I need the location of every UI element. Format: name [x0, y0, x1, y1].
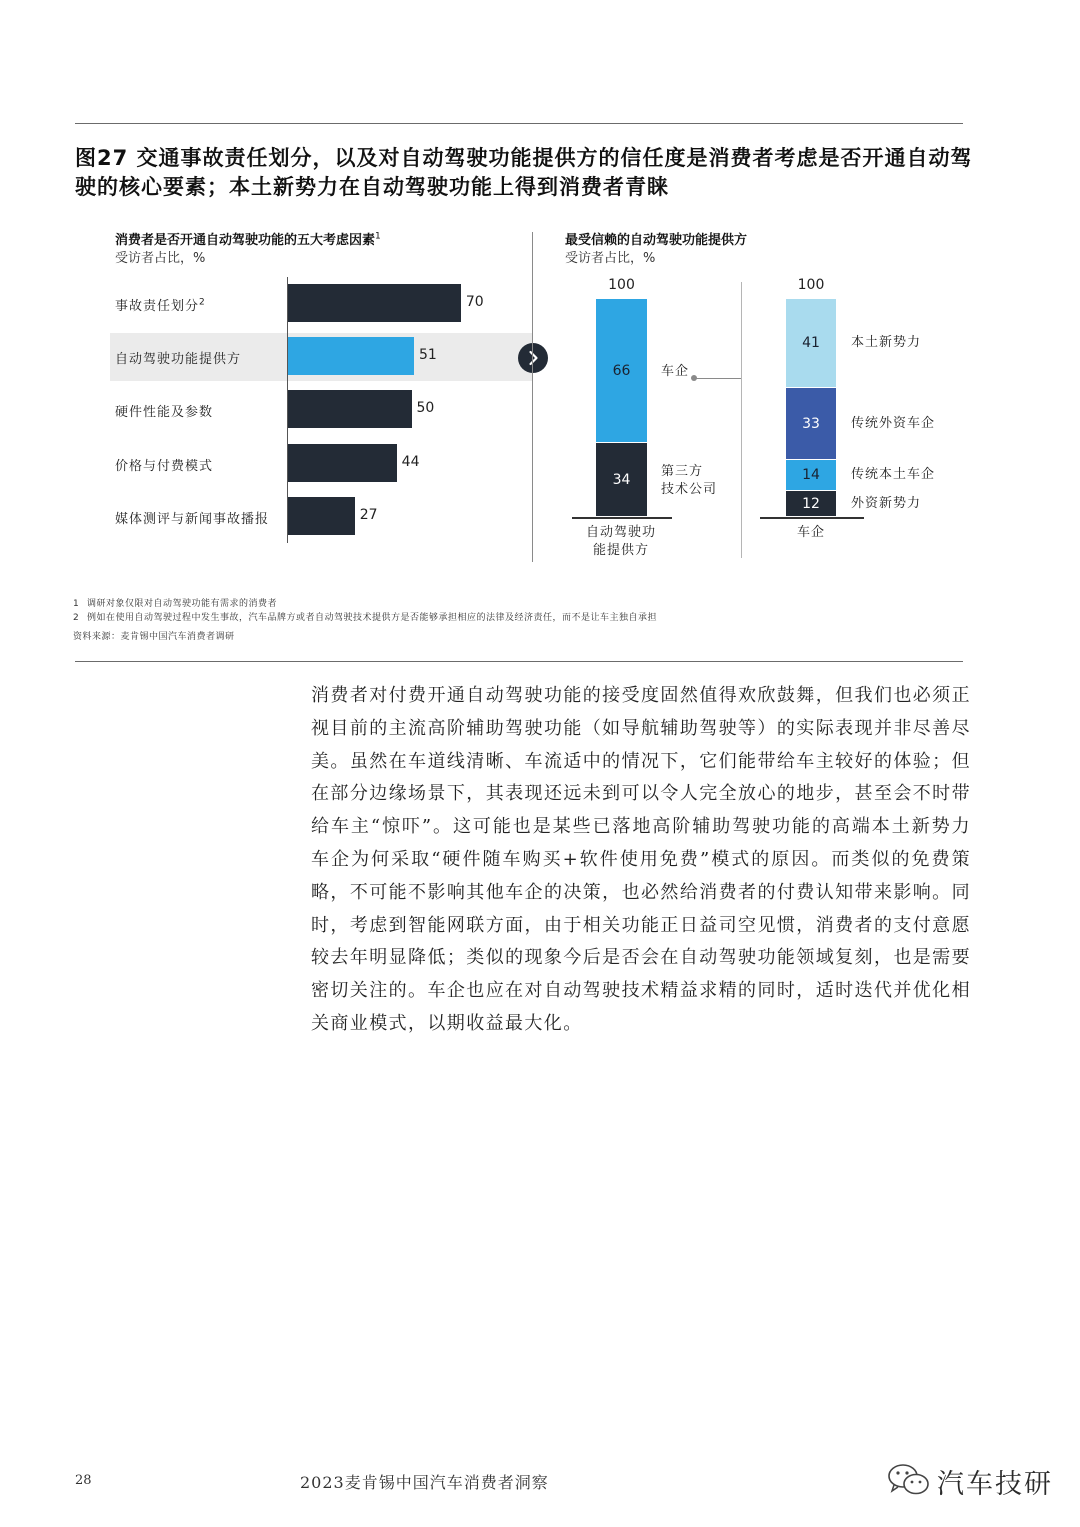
source-note: 资料来源：麦肯锡中国汽车消费者调研 [73, 632, 235, 642]
segment-label: 外资新势力 [851, 495, 922, 511]
label-third-party [661, 463, 717, 499]
footnote-2-num: 2 [73, 613, 80, 623]
footnote-1-num: 1 [73, 599, 80, 609]
right-chart-title: 最受信赖的自动驾驶功能提供方 [565, 233, 748, 248]
bar-value: 27 [359, 506, 378, 523]
segment-label: 本土新势力 [851, 335, 922, 351]
stack-divider [741, 282, 742, 558]
footnote-2-text: 例如在使用自动驾驶过程中发生事故，汽车品牌方或者自动驾驶技术提供方是否能够承担相应的法律及经济责任，而不是让车主独自承担 [87, 613, 658, 623]
stack-segment: 66 [596, 299, 647, 443]
bar [288, 284, 461, 322]
bar1-axis-label [586, 524, 656, 560]
left-chart-title [115, 229, 381, 248]
category-label: 价格与付费模式 [115, 458, 214, 474]
figure-title: 图27 交通事故责任划分，以及对自动驾驶功能提供方的信任度是消费者考虑是否开通自动驾驶的核心要素；本土新势力在自动驾驶功能上得到消费者青睐 [75, 146, 973, 199]
bar-value: 44 [401, 453, 420, 470]
bar [288, 497, 355, 535]
figure-bottom-rule [75, 661, 963, 662]
left-chart-title-text: 消费者是否开通自动驾驶功能的五大考虑因素 [115, 233, 376, 248]
body-paragraph: 消费者对付费开通自动驾驶功能的接受度固然值得欢欣鼓舞，但我们也必须正视目前的主流高阶辅助驾驶功能（如导航辅助驾驶等）的实际表现并非尽善尽美。虽然在车道线清晰、车流适中的情况下，它们能带给车主较好的体验；但在部分边缘场景下，其表现还远未到可以令人完全放心的地步，甚至会不时带给车主“惊吓”。这可能也是某些已落地高阶辅助驾驶功能的高端本土新势力车企为何采取“硬件随车购买+软件使用免费”模式的原因。而类似的免费策略，不可能不影响其他车企的决策，也必然给消费者的付费认知带来影响。同时，考虑到智能网联方面，由于相关功能正日益司空见惯，消费者的支付意愿较去年明显降低；类似的现象今后是否会在自动驾驶功能领域复刻，也是需要密切关注的。车企也应在对自动驾驶技术精益求精的同时，适时迭代并优化相关商业模式，以期收益最大化。 [311, 685, 971, 1034]
label-third-party-line2: 技术公司 [661, 482, 718, 497]
segment-label: 传统本土车企 [851, 467, 936, 483]
category-label: 事故责任划分$^2$ [115, 297, 206, 314]
bar [288, 337, 414, 375]
bar2-axis-label: 车企 [797, 525, 826, 540]
bar-value: 51 [418, 347, 437, 364]
chart-divider [532, 232, 533, 562]
stack-segment: 41 [786, 299, 836, 389]
stack-total: 100 [608, 276, 635, 293]
chevron-right-icon[interactable] [518, 343, 548, 373]
category-label: 媒体测评与新闻事故播报 [115, 511, 270, 527]
bar [288, 444, 397, 482]
footnote-1 [73, 596, 277, 609]
label-car-oem: 车企 [661, 364, 690, 379]
category-label: 自动驾驶功能提供方 [115, 352, 242, 368]
watermark-text: 汽车技研 [937, 1469, 1053, 1500]
category-superscript: 2 [199, 297, 206, 308]
left-chart-title-sup: 1 [375, 231, 381, 242]
connector-dot [691, 375, 697, 381]
right-chart-subtitle: 受访者占比，% [565, 251, 656, 266]
baseline-1 [572, 517, 672, 519]
stack-segment: 12 [786, 491, 836, 517]
bar1-axis-label-line2: 能提供方 [593, 543, 650, 558]
top-rule [75, 123, 963, 124]
stack-segment: 33 [786, 388, 836, 460]
footnote-2 [73, 610, 657, 623]
category-label: 硬件性能及参数 [115, 405, 214, 421]
bar [288, 390, 412, 428]
footnote-1-text: 调研对象仅限对自动驾驶功能有需求的消费者 [87, 599, 278, 609]
bar-value: 50 [416, 400, 435, 417]
stack-segment: 34 [596, 443, 647, 517]
stack-segment: 14 [786, 460, 836, 491]
connector-line [694, 378, 741, 379]
segment-label: 传统外资车企 [851, 416, 936, 432]
bar-value: 70 [465, 294, 484, 310]
stack-total: 100 [797, 276, 825, 293]
left-chart-subtitle: 受访者占比，% [115, 251, 206, 266]
page-number: 28 [75, 1473, 92, 1488]
bar1-axis-label-line1: 自动驾驶功 [586, 525, 657, 540]
publication-title: 2023麦肯锡中国汽车消费者洞察 [300, 1473, 549, 1492]
wechat-icon [886, 1462, 932, 1502]
label-third-party-line1: 第三方 [661, 464, 704, 479]
baseline-2 [760, 517, 864, 519]
